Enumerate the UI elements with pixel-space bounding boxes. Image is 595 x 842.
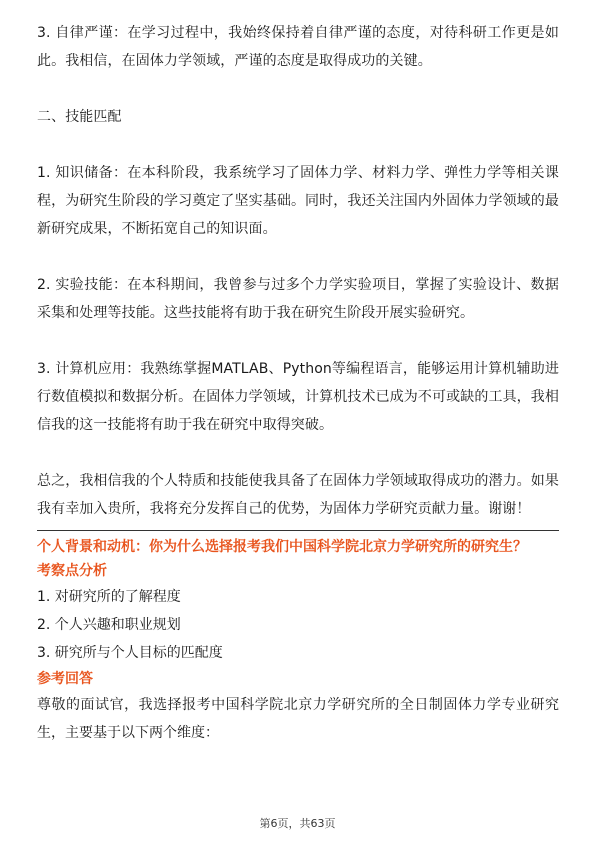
page-number-footer: 第6页，共63页 bbox=[259, 817, 336, 830]
section-heading-skills: 二、技能匹配 bbox=[37, 109, 122, 125]
analysis-heading: 考察点分析 bbox=[37, 563, 107, 579]
paragraph-computer-skills: 3. 计算机应用：我熟练掌握MATLAB、Python等编程语言，能够运用计算机辅助进行数值模拟和数据分析。在固体力学领域，计算机技术已成为不可或缺的工具，我相信我的这一技能将有助于我在研究中取得突破。 bbox=[37, 361, 559, 433]
interview-question: 个人背景和动机：你为什么选择报考我们中国科学院北京力学研究所的研究生？ bbox=[37, 539, 527, 555]
paragraph-lab-skills: 2. 实验技能：在本科期间，我曾参与过多个力学实验项目，掌握了实验设计、数据采集和处理等技能。这些技能将有助于我在研究生阶段开展实验研究。 bbox=[37, 277, 559, 321]
analysis-item: 2. 个人兴趣和职业规划 bbox=[37, 617, 181, 633]
answer-text: 尊敬的面试官，我选择报考中国科学院北京力学研究所的全日制固体力学专业研究生，主要基于以下两个维度： bbox=[37, 697, 559, 741]
paragraph-self-discipline: 3. 自律严谨：在学习过程中，我始终保持着自律严谨的态度，对待科研工作更是如此。我相信，在固体力学领域，严谨的态度是取得成功的关键。 bbox=[37, 25, 559, 69]
answer-heading: 参考回答 bbox=[37, 671, 93, 687]
paragraph-conclusion: 总之，我相信我的个人特质和技能使我具备了在固体力学领域取得成功的潜力。如果我有幸加入贵所，我将充分发挥自己的优势，为固体力学研究贡献力量。谢谢！ bbox=[37, 473, 559, 517]
analysis-item: 1. 对研究所的了解程度 bbox=[37, 589, 181, 605]
section-divider bbox=[37, 530, 559, 531]
page-content bbox=[37, 19, 559, 747]
analysis-item: 3. 研究所与个人目标的匹配度 bbox=[37, 645, 223, 661]
paragraph-knowledge: 1. 知识储备：在本科阶段，我系统学习了固体力学、材料力学、弹性力学等相关课程，为研究生阶段的学习奠定了坚实基础。同时，我还关注国内外固体力学领域的最新研究成果，不断拓宽自己的知识面。 bbox=[37, 165, 559, 237]
